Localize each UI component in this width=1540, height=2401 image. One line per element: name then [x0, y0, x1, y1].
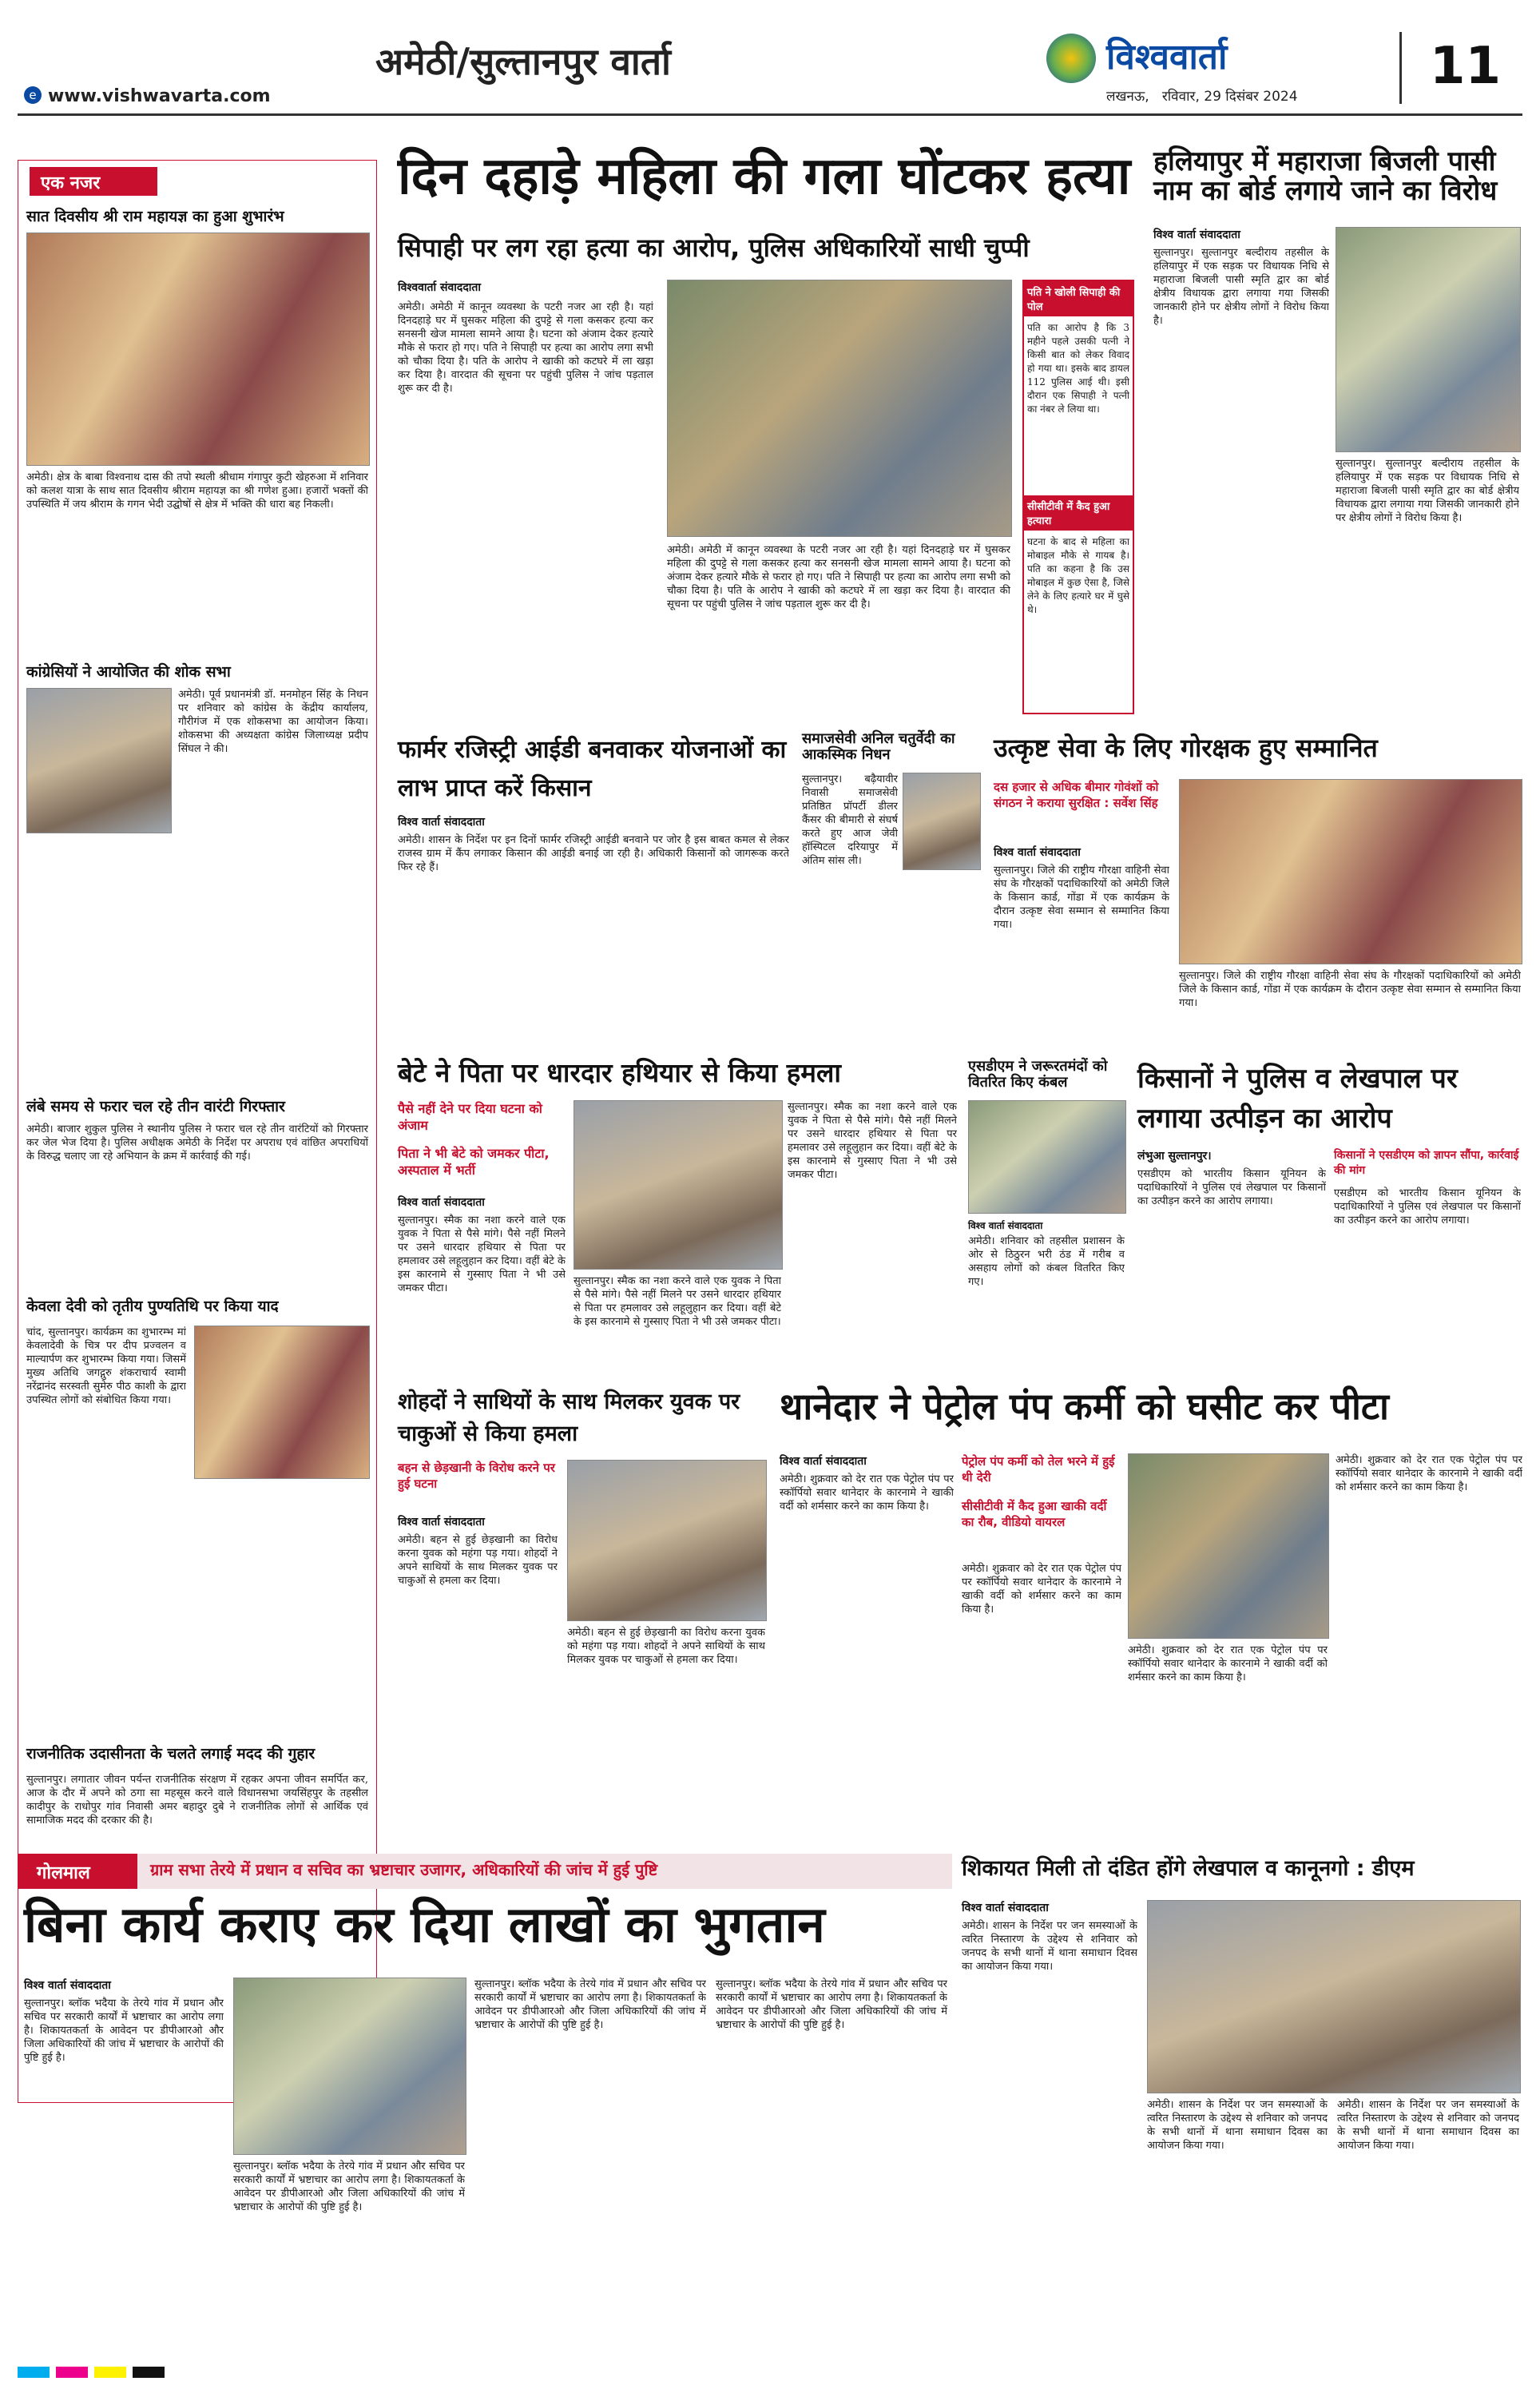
golmal-byline: विश्व वार्ता संवाददाता [24, 1979, 111, 1992]
petrol-headline: थानेदार ने पेट्रोल पंप कर्मी को घसीट कर पीटा [780, 1385, 1389, 1428]
sidebar-item-headline: केवला देवी को तृतीय पुण्यतिथि पर किया याद [26, 1298, 279, 1315]
sidebar-item-headline: कांग्रेसियों ने आयोजित की शोक सभा [26, 663, 231, 681]
petrol-bullet: सीसीटीवी में कैद हुआ खाकी वर्दी का रौब, वीडियो वायरल [962, 1499, 1107, 1529]
golmal-tag-label: गोलमाल [37, 1863, 90, 1883]
lead-subhead: सिपाही पर लग रहा हत्या का आरोप, पुलिस अधिकारियों साधी चुप्पी [398, 233, 1030, 263]
dm-body-continued: अमेठी। शासन के निर्देश पर जन समस्याओं के त्वरित निस्तारण के उद्देश्य से शनिवार को जनपद के सभी थानों में थाना समाधान दिवस का आयोजन किया गया। [1147, 2099, 1328, 2152]
golmal-strap: ग्राम सभा तेरये में प्रधान व सचिव का भ्रष्टाचार उजागर, अधिकारियों की जांच में हुई पुष्टि [150, 1860, 658, 1879]
dm-meeting-photo [1147, 1900, 1521, 2093]
golmal-body-continued: सुल्तानपुर। ब्लॉक भदैया के तेरये गांव में प्रधान और सचिव पर सरकारी कार्यों में भ्रष्टाचार का आरोप लगा है। शिकायतकर्ता के आवेदन पर डीपीआरओ और जिला अधिकारियों की जांच में भ्रष्टाचार के आरोपों की पुष्टि हुई है। [233, 2161, 465, 2213]
sidebar-item-body: अमेठी। बाजार शुकुल पुलिस ने स्थानीय पुलिस ने फरार चल रहे तीन वारंटियों को गिरफ्तार कर जेल भेज दिया है। पुलिस अधीक्षक अमेठी के निर्देश पर अपराध एवं वांछित अपराधियों के विरुद्ध चलाए जा रहे अभियान के क्रम में कार्रवाई की गई। [26, 1123, 368, 1163]
golmal-body-col3: सुल्तानपुर। ब्लॉक भदैया के तेरये गांव में प्रधान और सचिव पर सरकारी कार्यों में भ्रष्टाचार का आरोप लगा है। शिकायतकर्ता के आवेदन पर डीपीआरओ और जिला अधिकारियों की जांच में भ्रष्टाचार के आरोपों की पुष्टि हुई है। [474, 1978, 706, 2031]
right-top-story [1150, 144, 1524, 719]
obit-body: सुल्तानपुर। बढ़ैयावीर निवासी समाजसेवी प्रतिष्ठित प्रॉपर्टी डीलर कैंसर की बीमारी से संघर्ष करते हुए आज जेवी हॉस्पिटल दरियापुर में अंतिम सांस ली। [802, 773, 898, 867]
sidebar-item-headline: सात दिवसीय श्री राम महायज्ञ का हुआ शुभारंभ [26, 208, 284, 225]
tribute-photo [194, 1326, 370, 1479]
gorakshak-headline: उत्कृष्ट सेवा के लिए गोरक्षक हुए सम्मानित [994, 733, 1378, 763]
blanket-story [966, 1059, 1126, 1374]
sidebar-tag-label: एक नजर [41, 173, 101, 193]
condolence-photo [26, 688, 172, 833]
sidebox-body-2: घटना के बाद से महिला का मोबाइल मौके से गायब है। पति का कहना है कि उस मोबाइल में कुछ ऐसा है, जिसे लेने के लिए हत्यारे घर में घुसे थे। [1027, 536, 1129, 615]
blanket-photo [968, 1100, 1126, 1214]
yellow-swatch [94, 2367, 126, 2378]
sidebar-item-body: चांद, सुल्तानपुर। कार्यक्रम का शुभारम्भ मां केवलादेवी के चित्र पर दीप प्रज्वलन व माल्यार्पण कर शुभारम्भ किया गया। जिसमें मुख्य अतिथि जगद्गुरु शंकराचार्य स्वामी नरेंद्रानंद सरस्वती सुमेरु पीठ काशी के द्वारा उपस्थित लोगों को संबोधित किया गया। [26, 1326, 186, 1406]
right-top-body-continued: सुल्तानपुर। सुल्तानपुर बल्दीराय तहसील के हलियापुर में एक सड़क पर विधायक निधि से महाराजा बिजली पासी स्मृति द्वार का बोर्ड क्षेत्रीय विधायक द्वारा लगाया गया जिसकी जानकारी होने पर क्षेत्रीय लोगों ने विरोध किया है। [1336, 458, 1519, 524]
globe-icon: e [24, 86, 42, 104]
magenta-swatch [56, 2367, 88, 2378]
petrol-body: अमेठी। शुक्रवार को देर रात एक पेट्रोल पंप पर स्कॉर्पियो सवार थानेदार के कारनामे ने खाकी वर्दी को शर्मसार करने का काम किया है। [780, 1473, 954, 1513]
knife-headline: शोहदों ने साथियों के साथ मिलकर युवक पर चाकुओं से किया हमला [398, 1389, 740, 1446]
lead-body: अमेठी। अमेठी में कानून व्यवस्था के पटरी नजर आ रही है। यहां दिनदहाड़े घर में घुसकर महिला की दुपट्टे से गला कसकर हत्या कर सनसनी खेज मामला सामने आया है। घटना को अंजाम देकर हत्यारे मौके से फरार हो गए। पति ने सिपाही पर हत्या का आरोप लगा सभी को चौका दिया है। पति के आरोप ने खाकी को कटघरे में ला खड़ा कर दिया है। वारदात की सूचना पर पहुंची पुलिस ने जांच पड़ताल शुरू कर दी है। [398, 301, 653, 395]
sidebar-item-body: सुल्तानपुर। लगातार जीवन पर्यन्त राजनीतिक संरक्षण में रहकर अपना जीवन समर्पित कर, आज के दौर में अपने को ठगा सा महसूस करने वाले विधानसभा जयसिंहपुर के तहसील कादीपुर के राधोपुर गांव निवासी अमर बहादुर दुबे ने राजनीतिक लोगों से आर्थिक एवं सामाजिक मदद की दरकार की है। [26, 1774, 368, 1827]
dm-story [959, 1854, 1524, 2353]
sidebar-item-headline: राजनीतिक उदासीनता के चलते लगाई मदद की गुहार [26, 1745, 316, 1763]
golmal-body-col4: सुल्तानपुर। ब्लॉक भदैया के तेरये गांव में प्रधान और सचिव पर सरकारी कार्यों में भ्रष्टाचार का आरोप लगा है। शिकायतकर्ता के आवेदन पर डीपीआरओ और जिला अधिकारियों की जांच में भ्रष्टाचार के आरोपों की पुष्टि हुई है। [716, 1978, 947, 2031]
sidebar-item-headline: लंबे समय से फरार चल रहे तीन वारंटी गिरफ्तार [26, 1098, 285, 1115]
masthead [0, 0, 1540, 120]
petrol-body-continued: अमेठी। शुक्रवार को देर रात एक पेट्रोल पंप पर स्कॉर्पियो सवार थानेदार के कारनामे ने खाकी वर्दी को शर्मसार करने का काम किया है। [962, 1563, 1121, 1616]
dm-byline: विश्व वार्ता संवाददाता [962, 1902, 1049, 1914]
farmers-police-byline: लंभुआ सुल्तानपुर। [1137, 1150, 1212, 1163]
petrol-byline: विश्व वार्ता संवाददाता [780, 1455, 867, 1468]
knife-body-continued: अमेठी। बहन से हुई छेड़खानी का विरोध करना युवक को महंगा पड़ गया। शोहदों ने अपने साथियों के साथ मिलकर युवक पर चाकुओं से हमला कर दिया। [567, 1627, 765, 1666]
knife-byline: विश्व वार्ता संवाददाता [398, 1516, 485, 1528]
farmers-police-body-continued: एसडीएम को भारतीय किसान यूनियन के पदाधिकारियों ने पुलिस एवं लेखपाल पर किसानों का उत्पीड़न करने का आरोप लगाया। [1334, 1187, 1521, 1226]
lead-body-continued: अमेठी। अमेठी में कानून व्यवस्था के पटरी नजर आ रही है। यहां दिनदहाड़े घर में घुसकर महिला की दुपट्टे से गला कसकर हत्या कर सनसनी खेज मामला सामने आया है। घटना को अंजाम देकर हत्यारे मौके से फरार हो गए। पति ने सिपाही पर हत्या का आरोप लगा सभी को चौका दिया है। पति के आरोप ने खाकी को कटघरे में ला खड़ा कर दिया है। वारदात की सूचना पर पहुंची पुलिस ने जांच पड़ताल शुरू कर दी है। [667, 544, 1010, 610]
gorakshak-bullet: दस हजार से अधिक बीमार गोवंशों को संगठन ने कराया सुरक्षित : सर्वेश सिंह [994, 780, 1159, 810]
son-body-continued: सुल्तानपुर। स्मैक का नशा करने वाले एक युवक ने पिता से पैसे मांगे। पैसे नहीं मिलने पर उसने धारदार हथियार से पिता पर हमलावर उसे लहूलुहान कर दिया। वहीं बेटे के इस कारनामे से गुस्साए पिता ने भी उसे जमकर पीटा। [574, 1275, 781, 1328]
obit-photo [903, 773, 981, 870]
farmers-police-body: एसडीएम को भारतीय किसान यूनियन के पदाधिकारियों ने पुलिस एवं लेखपाल पर किसानों का उत्पीड़न करने का आरोप लगाया। [1137, 1168, 1326, 1207]
farmer-story [391, 731, 791, 1043]
lead-headline: दिन दहाड़े महिला की गला घोंटकर हत्या [398, 147, 1131, 206]
date-line: लखनऊ, रविवार, 29 दिसंबर 2024 [1106, 89, 1298, 105]
obit-headline: समाजसेवी अनिल चतुर्वेदी का आकस्मिक निधन [802, 730, 955, 763]
dm-headline: शिकायत मिली तो दंडित होंगे लेखपाल व कानूनगो : डीएम [962, 1856, 1415, 1881]
lead-byline: विश्ववार्ता संवाददाता [398, 281, 482, 294]
black-swatch [133, 2367, 165, 2378]
farmer-byline: विश्व वार्ता संवाददाता [398, 816, 485, 829]
petrol-body-col3: अमेठी। शुक्रवार को देर रात एक पेट्रोल पंप पर स्कॉर्पियो सवार थानेदार के कारनामे ने खाकी वर्दी को शर्मसार करने का काम किया है। [1128, 1644, 1328, 1683]
blanket-body: अमेठी। शनिवार को तहसील प्रशासन के ओर से ठिठुरन भरी ठंड में गरीब व असहाय लोगों को कंबल वितरित किए गए। [968, 1235, 1125, 1288]
knife-story [391, 1386, 767, 1842]
gorakshak-body-continued: सुल्तानपुर। जिले की राष्ट्रीय गौरक्षा वाहिनी सेवा संघ के गौरक्षकों पदाधिकारियों को अमेठी जिले के किसान कार्ड, गोंडा में एक कार्यक्रम के दौरान उत्कृष्ट सेवा सम्मान से सम्मानित किया गया। [1179, 970, 1521, 1009]
son-body-col3: सुल्तानपुर। स्मैक का नशा करने वाले एक युवक ने पिता से पैसे मांगे। पैसे नहीं मिलने पर उसने धारदार हथियार से पिता पर हमलावर उसे लहूलुहान कर दिया। वहीं बेटे के इस कारनामे से गुस्साए पिता ने भी उसे जमकर पीटा। [788, 1101, 957, 1181]
crime-scene-photo [667, 280, 1012, 537]
petrol-story [775, 1386, 1524, 1842]
son-body: सुल्तानपुर। स्मैक का नशा करने वाले एक युवक ने पिता से पैसे मांगे। पैसे नहीं मिलने पर उसने धारदार हथियार से पिता पर हमलावर उसे लहूलुहान कर दिया। वहीं बेटे के इस कारनामे से गुस्साए पिता ने भी उसे जमकर पीटा। [398, 1214, 566, 1294]
obit-story [799, 731, 982, 1043]
lead-sidebox [1022, 280, 1134, 714]
farmer-headline: फार्मर रजिस्ट्री आईडी बनवाकर योजनाओं का लाभ प्राप्त करें किसान [398, 736, 787, 802]
registration-marks [18, 2367, 1522, 2383]
son-byline: विश्व वार्ता संवाददाता [398, 1196, 485, 1209]
masthead-rule [18, 113, 1522, 116]
masthead-divider [1399, 32, 1402, 104]
cyan-swatch [18, 2367, 50, 2378]
farmers-police-headline: किसानों ने पुलिस व लेखपाल पर लगाया उत्पीड़न का आरोप [1137, 1063, 1458, 1135]
section-title: अमेठी/सुल्तानपुर वार्ता [375, 40, 671, 83]
protest-photo [1336, 227, 1521, 452]
lead-story [391, 144, 1134, 719]
farmer-body: अमेठी। शासन के निर्देश पर इन दिनों फार्मर रजिस्ट्री आईडी बनवाने पर जोर है इस बाबत कमल से लेकर राजस्व ग्राम में कैंप लगाकर किसान की आईडी बनाई जा रही है। अधिकारी किसानों को जागरूक करते फिर रहे हैं। [398, 834, 789, 873]
golmal-strip [18, 1854, 952, 1889]
knife-bullet: बहन से छेड़खानी के विरोध करने पर हुई घटना [398, 1461, 555, 1491]
golmal-story [18, 1895, 952, 2353]
farmers-police-bullet: किसानों ने एसडीएम को ज्ञापन सौंपा, कार्रवाई की मांग [1334, 1149, 1519, 1177]
gorakshak-story [990, 731, 1524, 1043]
gorakshak-byline: विश्व वार्ता संवाददाता [994, 846, 1081, 859]
sidebox-title-2: सीसीटीवी में कैद हुआ हत्यारा [1027, 501, 1110, 527]
right-top-headline: हलियापुर में महाराजा बिजली पासी नाम का बोर्ड लगाये जाने का विरोध [1153, 145, 1498, 208]
sidebar-item-body: अमेठी। पूर्व प्रधानमंत्री डॉ. मनमोहन सिंह के निधन पर शनिवार को कांग्रेस के केंद्रीय कार्यालय, गौरीगंज में एक शोकसभा का आयोजन किया। शोकसभा की अध्यक्षता कांग्रेस जिलाध्यक्ष प्रदीप सिंघल ने की। [178, 689, 368, 755]
knife-body: अमेठी। बहन से हुई छेड़खानी का विरोध करना युवक को महंगा पड़ गया। शोहदों ने अपने साथियों के साथ मिलकर युवक पर चाकुओं से हमला कर दिया। [398, 1534, 558, 1587]
brand-logo-icon [1046, 34, 1096, 83]
sidebox-title: पति ने खोली सिपाही की पोल [1027, 287, 1121, 313]
website-link[interactable]: www.vishwavarta.com [48, 86, 271, 106]
injured-photo [567, 1460, 767, 1621]
dm-body: अमेठी। शासन के निर्देश पर जन समस्याओं के त्वरित निस्तारण के उद्देश्य से शनिवार को जनपद के सभी थानों में थाना समाधान दिवस का आयोजन किया गया। [962, 1920, 1137, 1973]
golmal-body: सुल्तानपुर। ब्लॉक भदैया के तेरये गांव में प्रधान और सचिव पर सरकारी कार्यों में भ्रष्टाचार का आरोप लगा है। शिकायतकर्ता के आवेदन पर डीपीआरओ और जिला अधिकारियों की जांच में भ्रष्टाचार के आरोपों की पुष्टि हुई है। [24, 1998, 224, 2064]
blanket-byline: विश्व वार्ता संवाददाता [968, 1220, 1043, 1231]
award-photo [1179, 779, 1522, 964]
right-top-byline: विश्व वार्ता संवाददाता [1153, 229, 1240, 241]
son-headline: बेटे ने पिता पर धारदार हथियार से किया हमला [398, 1057, 841, 1088]
hospital-photo [574, 1100, 783, 1270]
petrol-body-col4: अमेठी। शुक्रवार को देर रात एक पेट्रोल पंप पर स्कॉर्पियो सवार थानेदार के कारनामे ने खाकी वर्दी को शर्मसार करने का काम किया है। [1336, 1454, 1522, 1493]
sidebar-item-body: अमेठी। क्षेत्र के बाबा विश्वनाथ दास की तपो स्थली श्रीधाम गंगापुर कुटी खेहरुआ में शनिवार को कलश यात्रा के साथ सात दिवसीय श्रीराम महायज्ञ का श्री गणेश हुआ। हजारों भक्तों की उपस्थिति में जय श्रीराम के गगन भेदी उद्घोषों से क्षेत्र में भक्ति की धारा बह निकली। [26, 471, 368, 511]
sidebox-body: पति का आरोप है कि 3 महीने पहले उसकी पत्नी ने किसी बात को लेकर विवाद हो गया था। इसके बाद डायल 112 पुलिस आई थी। इसी दौरान एक सिपाही ने पत्नी का नंबर ले लिया था। [1027, 322, 1129, 415]
golmal-headline: बिना कार्य कराए कर दिया लाखों का भुगतान [24, 1895, 825, 1954]
brand-name: विश्ववार्ता [1106, 37, 1228, 78]
yagna-photo [26, 233, 370, 466]
gorakshak-body: सुल्तानपुर। जिले की राष्ट्रीय गौरक्षा वाहिनी सेवा संघ के गौरक्षकों पदाधिकारियों को अमेठी जिले के किसान कार्ड, गोंडा में एक कार्यक्रम के दौरान उत्कृष्ट सेवा सम्मान से सम्मानित किया गया। [994, 865, 1169, 931]
right-top-body: सुल्तानपुर। सुल्तानपुर बल्दीराय तहसील के हलियापुर में एक सड़क पर विधायक निधि से महाराजा बिजली पासी स्मृति द्वार का बोर्ड क्षेत्रीय विधायक द्वारा लगाया गया जिसकी जानकारी होने पर क्षेत्रीय लोगों ने विरोध किया है। [1153, 247, 1329, 327]
son-story [391, 1059, 959, 1374]
son-bullet: पिता ने भी बेटे को जमकर पीटा, अस्पताल में भर्ती [398, 1146, 550, 1178]
petrol-pump-photo [1128, 1453, 1329, 1639]
son-bullet: पैसे नहीं देने पर दिया घटना को अंजाम [398, 1101, 542, 1133]
page-number: 11 [1430, 37, 1502, 96]
village-road-photo [233, 1978, 466, 2155]
blanket-headline: एसडीएम ने जरूरतमंदों को वितरित किए कंबल [968, 1058, 1108, 1091]
sidebar [18, 160, 377, 2103]
dm-body-col3: अमेठी। शासन के निर्देश पर जन समस्याओं के त्वरित निस्तारण के उद्देश्य से शनिवार को जनपद के सभी थानों में थाना समाधान दिवस का आयोजन किया गया। [1337, 2099, 1519, 2152]
farmers-police-story [1134, 1059, 1524, 1374]
petrol-bullet: पेट्रोल पंप कर्मी को तेल भरने में हुई थी देरी [962, 1454, 1115, 1485]
